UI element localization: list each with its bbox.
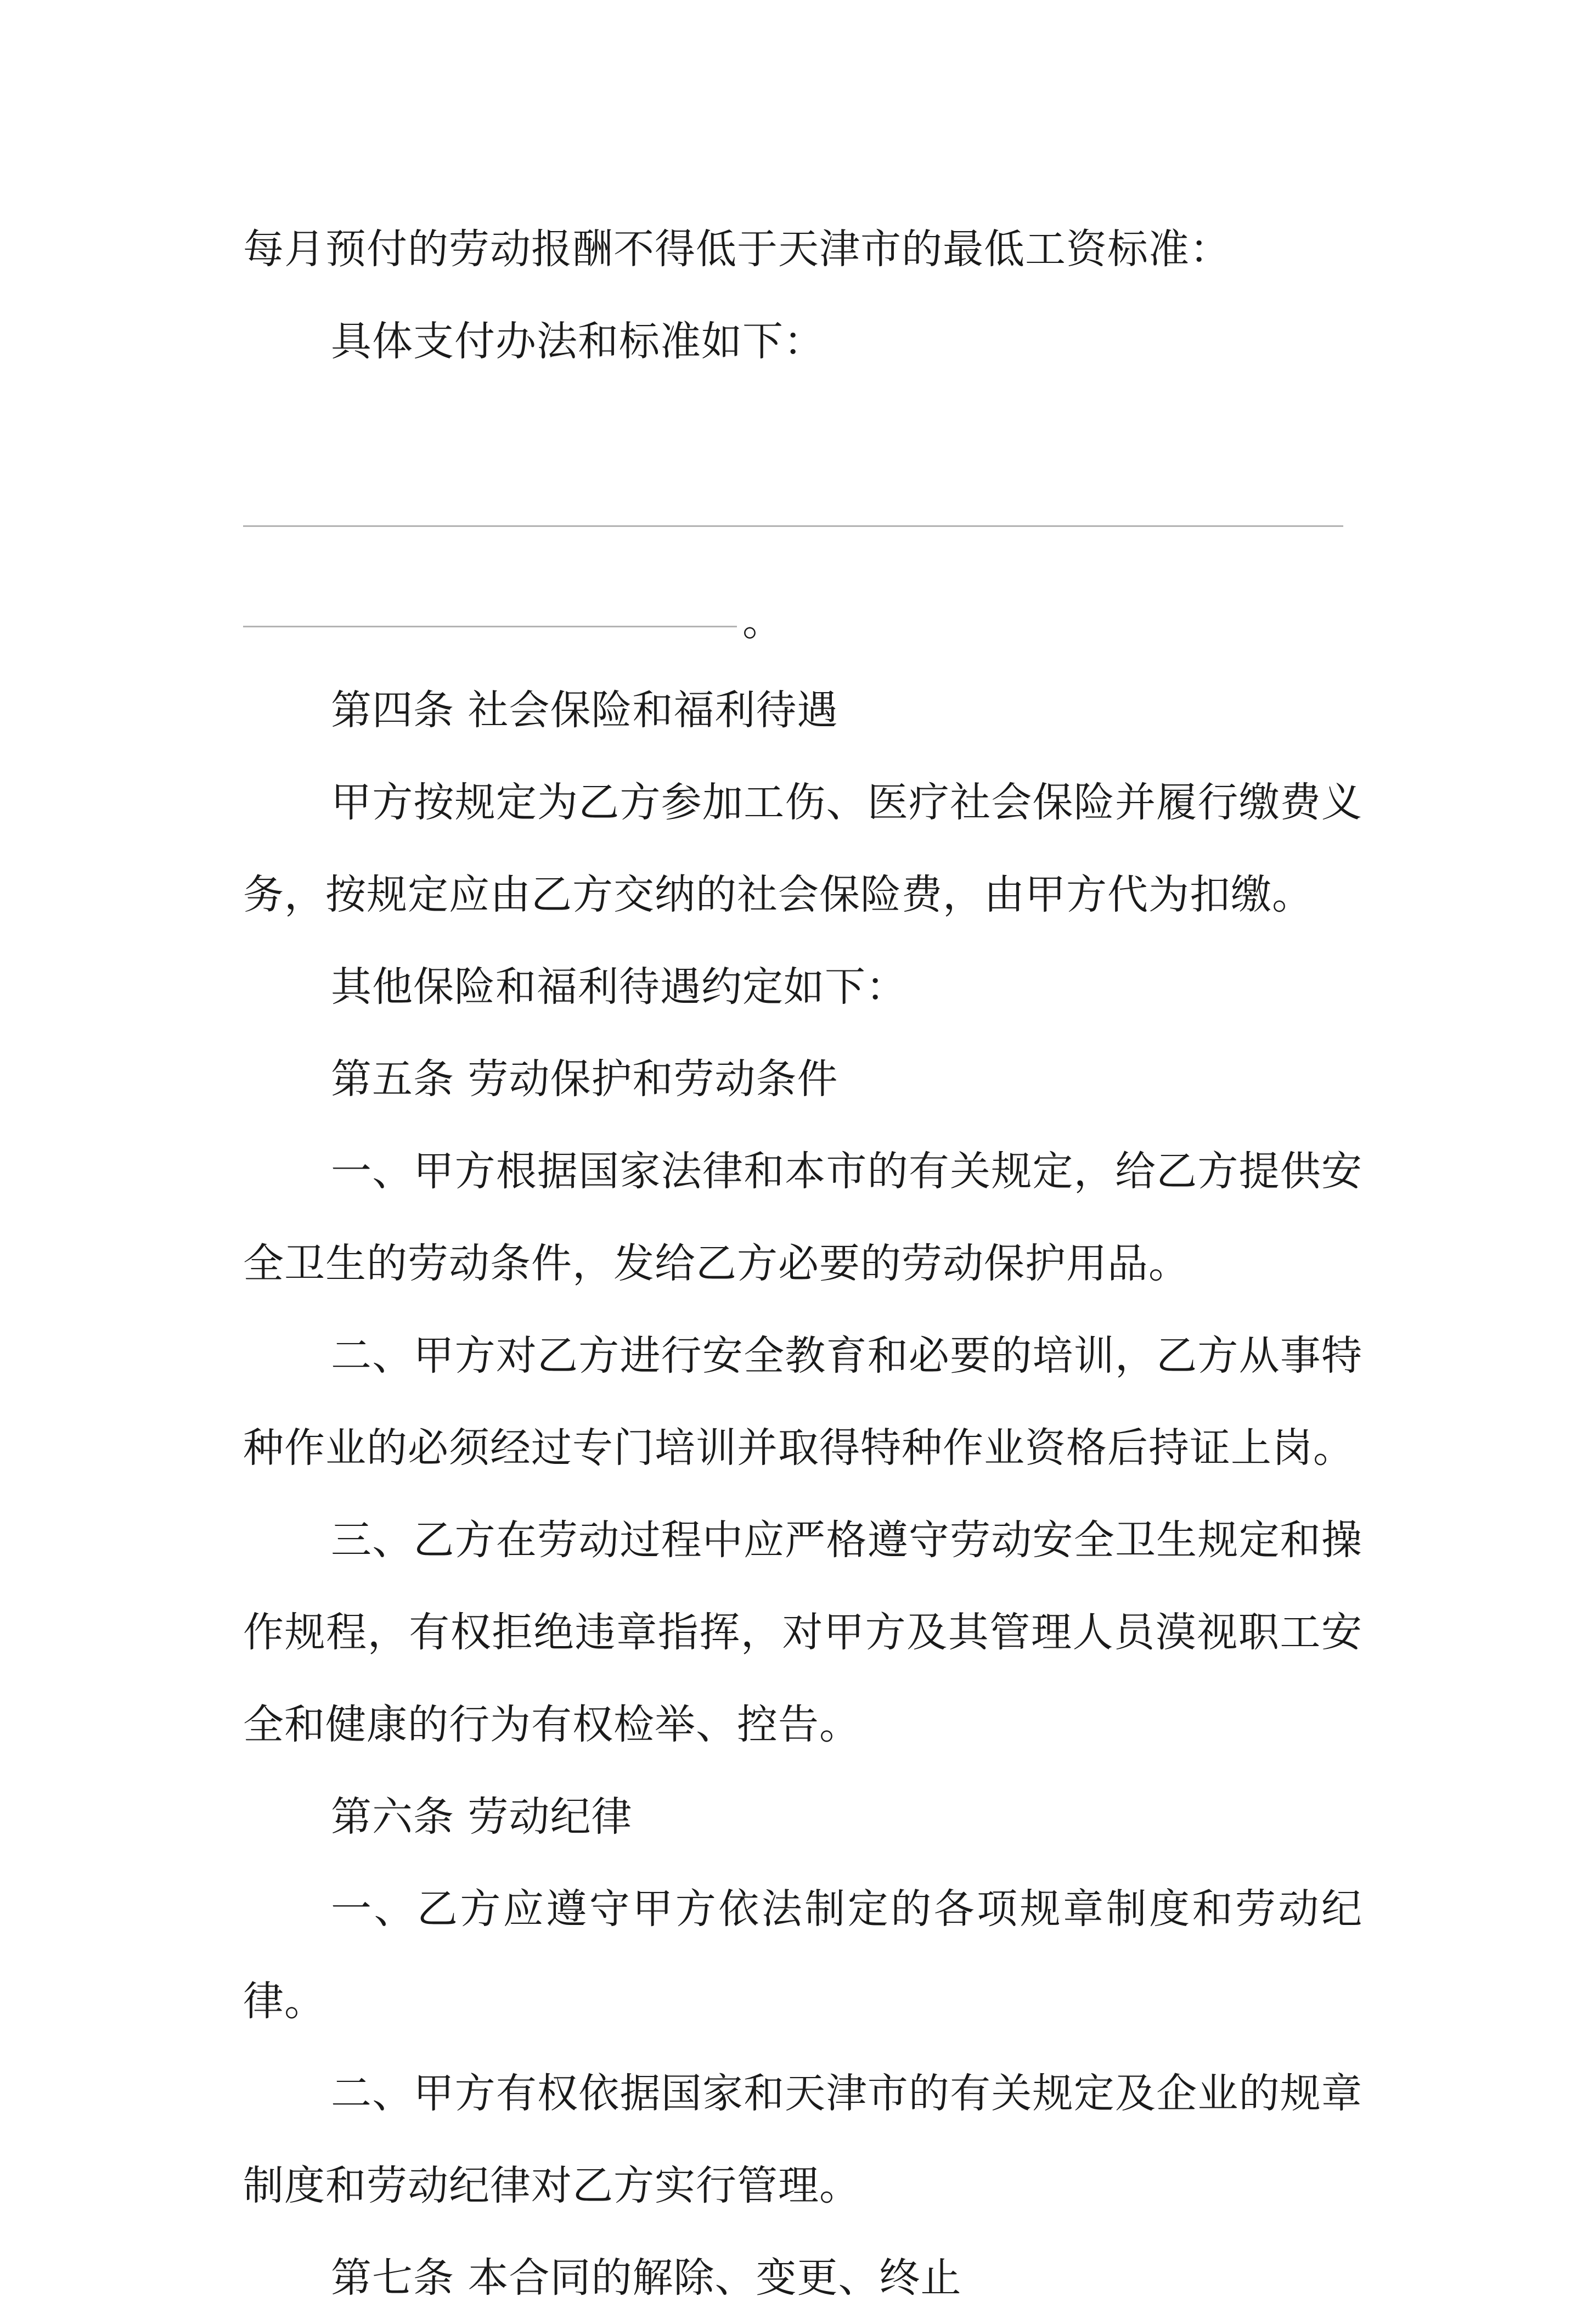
paragraph-safety-compliance: 三、乙方在劳动过程中应严格遵守劳动安全卫生规定和操作规程，有权拒绝违章指挥，对甲方及其管理人员漠视职工安全和健康的行为有权检举、控告。	[243, 1517, 1362, 1748]
section-heading-article-7: 第七条 本合同的解除、变更、终止	[331, 2254, 962, 2301]
fill-in-line-short	[243, 626, 737, 627]
blank-spacer	[243, 388, 1362, 480]
fill-in-line	[243, 525, 1343, 527]
document-body	[243, 203, 1362, 2324]
section-heading-article-5: 第五条 劳动保护和劳动条件	[331, 1056, 838, 1103]
paragraph-discipline-manage: 二、甲方有权依据国家和天津市的有关规定及企业的规章制度和劳动纪律对乙方实行管理。	[243, 2070, 1362, 2209]
paragraph-payment-method: 具体支付办法和标准如下：	[331, 318, 825, 365]
paragraph-wage-minimum: 每月预付的劳动报酬不得低于天津市的最低工资标准：	[243, 226, 1231, 273]
section-heading-article-4: 第四条 社会保险和福利待遇	[331, 687, 838, 734]
paragraph-discipline-obey: 一、乙方应遵守甲方依法制定的各项规章制度和劳动纪律。	[243, 1885, 1362, 2025]
paragraph-safety-conditions: 一、甲方根据国家法律和本市的有关规定，给乙方提供安全卫生的劳动条件，发给乙方必要的劳动保护用品。	[243, 1148, 1362, 1287]
paragraph-social-insurance: 甲方按规定为乙方参加工伤、医疗社会保险并履行缴费义务，按规定应由乙方交纳的社会保险费，由甲方代为扣缴。	[243, 779, 1362, 918]
paragraph-safety-training: 二、甲方对乙方进行安全教育和必要的培训，乙方从事特种作业的必须经过专门培训并取得特种作业资格后持证上岗。	[243, 1332, 1362, 1472]
section-heading-article-6: 第六条 劳动纪律	[331, 1793, 633, 1840]
fill-in-line-row-1	[243, 480, 1362, 572]
paragraph-other-benefits: 其他保险和福利待遇约定如下：	[331, 963, 907, 1011]
fill-in-line-row-2	[243, 572, 1362, 664]
fill-in-terminator: 。	[742, 598, 783, 645]
